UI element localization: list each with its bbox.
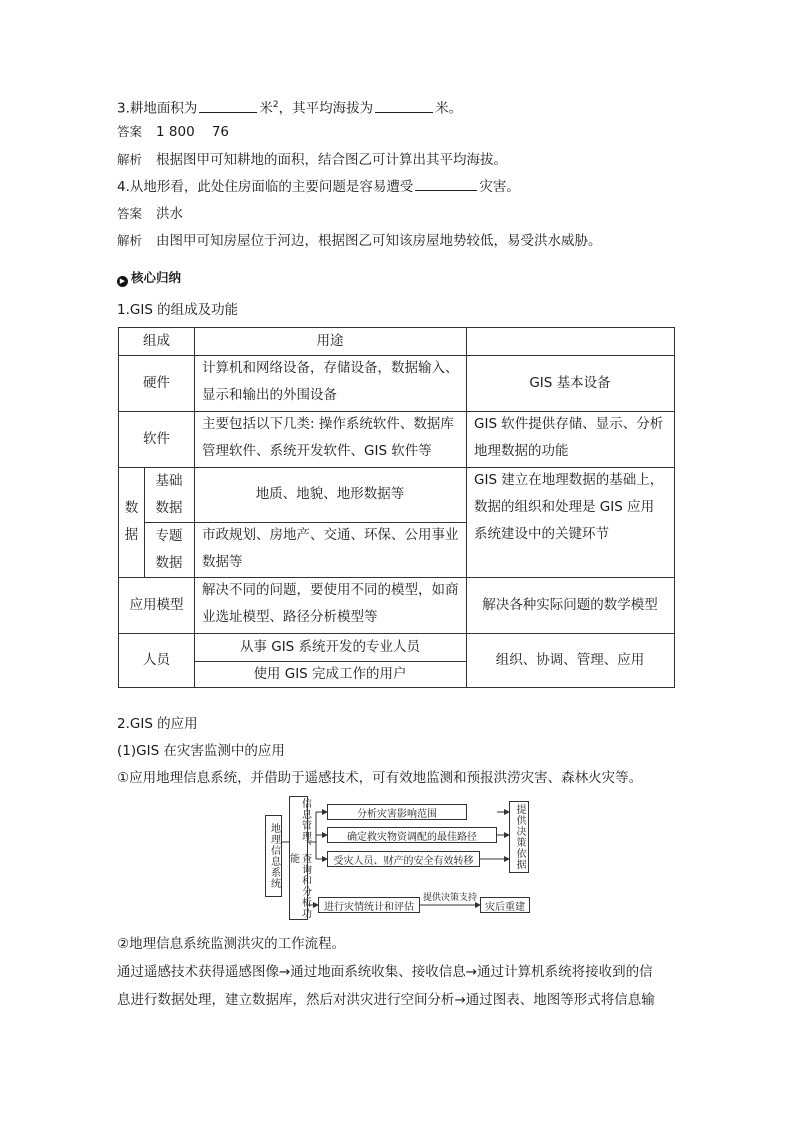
row-hardware-use: 计算机和网络设备，存储设备，数据输入、 显示和输出的外围设备 — [202, 360, 459, 403]
decision-support-label: 提供决策支持 — [422, 893, 477, 903]
q4-analysis: 解析 由图甲可知房屋位于河边，根据图乙可知该房屋地势较低，易受洪水威胁。 — [117, 233, 602, 249]
row-people-use-2: 使用 GIS 完成工作的用户 — [253, 665, 407, 682]
row-model-function: 解决各种实际问题的数学模型 — [482, 596, 658, 613]
row-software-function: GIS 软件提供存储、显示、分析 地理数据的功能 — [474, 416, 664, 459]
row-basic-data-label: 基础 数据 — [155, 472, 183, 516]
point-2: ②地理信息系统监测洪灾的工作流程。 — [117, 936, 346, 952]
row-people-function: 组织、协调、管理、应用 — [495, 651, 645, 668]
q4-answer: 答案 洪水 — [117, 206, 184, 222]
row-hardware-label: 硬件 — [143, 374, 170, 391]
row-software-use: 主要包括以下几类: 操作系统软件、数据库 管理软件、系统开发软件、GIS 软件等 — [202, 416, 454, 459]
q3-question: 3.耕地面积为 米$^2$，其平均海拔为 米。 — [117, 95, 462, 119]
answer-blank[interactable] — [375, 98, 433, 113]
section-1-title: 1.GIS 的组成及功能 — [117, 302, 239, 318]
flow-line-1: 通过遥感技术获得遥感图像→通过地面系统收集、接收信息→通过计算机系统将接收到的信 — [117, 964, 653, 980]
flow-line-2: 息进行数据处理，建立数据库，然后对洪灾进行空间分析→通过图表、地图等形式将信息输 — [117, 992, 655, 1008]
row-people-label: 人员 — [143, 651, 170, 668]
row-people-use-1: 从事 GIS 系统开发的专业人员 — [239, 638, 421, 655]
row-data-function: GIS 建立在地理数据的基础上， 数据的组织和处理是 GIS 应用 系统建设中的关键环节 — [474, 472, 664, 542]
row-software-label: 软件 — [143, 430, 170, 447]
core-summary-heading: ▶ 核心归纳 — [117, 268, 181, 288]
function-box: 信息管理、查询和分析功能 — [287, 797, 311, 919]
disaster-monitoring-diagram — [263, 795, 535, 921]
header-component: 组成 — [143, 333, 170, 349]
rebuild-box: 灾后重建 — [480, 897, 530, 913]
gis-box: 地理信息系统 — [265, 815, 282, 897]
row-data-label: 数 据 — [124, 500, 139, 543]
safe-transfer-box: 受灾人员、财产的安全有效转移 — [327, 851, 480, 867]
header-use: 用途 — [316, 333, 344, 349]
q3-analysis: 解析 根据图甲可知耕地的面积，结合图乙可计算出其平均海拔。 — [117, 152, 508, 168]
optimal-route-box: 确定救灾物资调配的最佳路径 — [327, 827, 497, 843]
decision-basis-box: 提供决策依据 — [509, 801, 529, 873]
play-icon: ▶ — [117, 276, 128, 287]
answer-blank[interactable] — [199, 98, 257, 113]
q4-question: 4.从地形看，此处住房面临的主要问题是容易遭受 灾害。 — [117, 176, 520, 197]
impact-range-box: 分析灾害影响范围 — [327, 804, 467, 820]
answer-blank[interactable] — [415, 176, 477, 191]
row-basic-data-use: 地质、地貌、地形数据等 — [255, 486, 405, 502]
statistics-box: 进行灾情统计和评估 — [318, 897, 420, 913]
row-model-label: 应用模型 — [129, 596, 184, 613]
row-special-data-label: 专题 数据 — [155, 527, 183, 571]
q3-answer: 答案 1 800 76 — [117, 124, 230, 140]
section-2-title: 2.GIS 的应用 — [117, 716, 198, 732]
row-hardware-function: GIS 基本设备 — [529, 374, 611, 391]
point-1: ①应用地理信息系统，并借助于遥感技术，可有效地监测和预报洪涝灾害、森林火灾等。 — [117, 770, 643, 786]
subsection-1-title: (1)GIS 在灾害监测中的应用 — [117, 743, 285, 759]
gis-components-table — [118, 327, 675, 688]
row-special-data-use: 市政规划、房地产、交通、环保、公用事业 数据等 — [202, 527, 459, 570]
row-model-use: 解决不同的问题，要使用不同的模型，如商 业选址模型、路径分析模型等 — [202, 582, 459, 625]
